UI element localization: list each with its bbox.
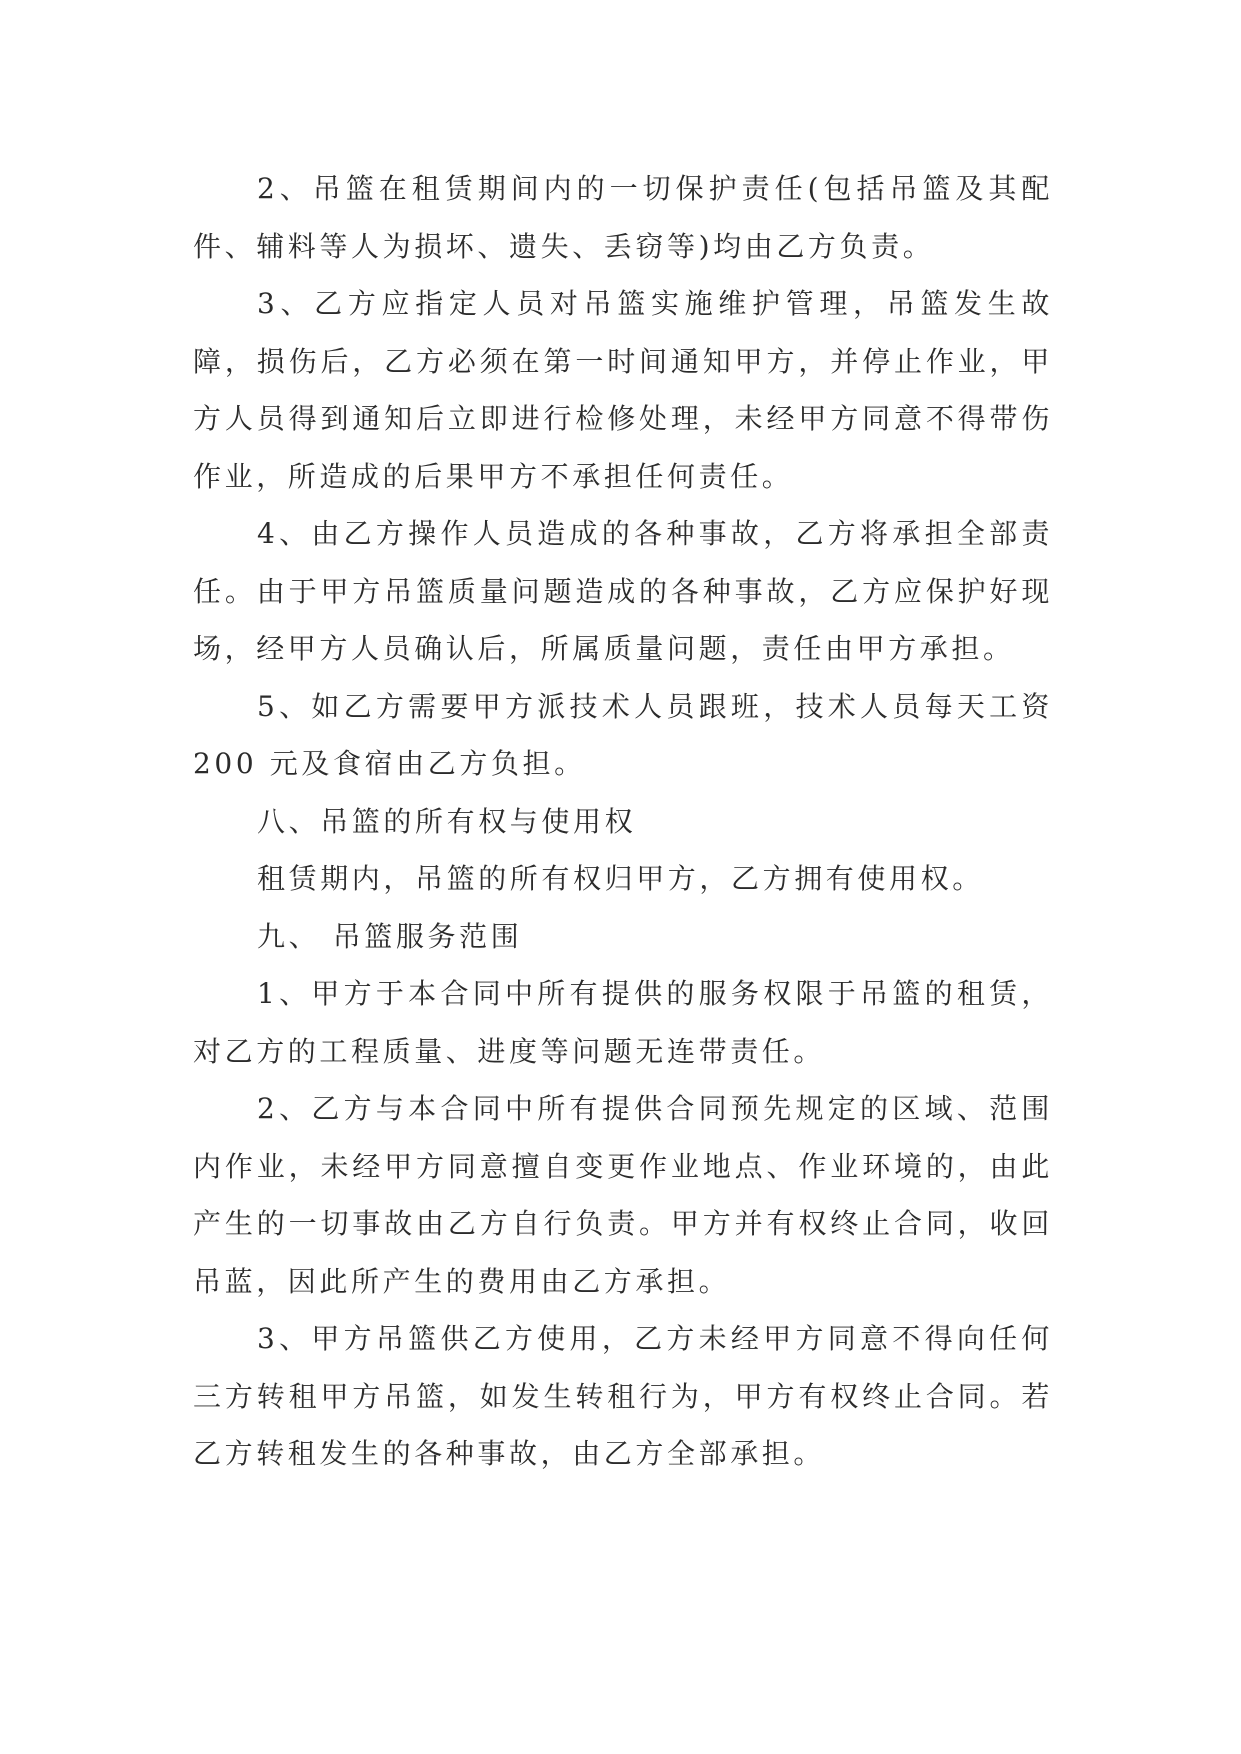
paragraph-clause-7-2: 2、吊篮在租赁期间内的一切保护责任(包括吊篮及其配件、辅料等人为损坏、遗失、丢窃等)均由乙方负责。 [193,172,1053,263]
paragraph-clause-9-2: 2、乙方与本合同中所有提供合同预先规定的区域、范围内作业，未经甲方同意擅自变更作业地点、作业环境的，由此产生的一切事故由乙方自行负责。甲方并有权终止合同，收回吊蓝，因此所产生的费用由乙方承担。 [193,1092,1053,1298]
paragraph-clause-7-5: 5、如乙方需要甲方派技术人员跟班，技术人员每天工资 200 元及食宿由乙方负担。 [193,689,1053,780]
paragraph-section-8: 租赁期内，吊篮的所有权归甲方，乙方拥有使用权。 [257,862,984,895]
paragraph-clause-9-3: 3、甲方吊篮供乙方使用，乙方未经甲方同意不得向任何三方转租甲方吊篮，如发生转租行为，甲方有权终止合同。若乙方转租发生的各种事故，由乙方全部承担。 [193,1322,1053,1470]
paragraph-clause-9-1: 1、甲方于本合同中所有提供的服务权限于吊篮的租赁，对乙方的工程质量、进度等问题无连带责任。 [193,977,1053,1068]
paragraph-clause-7-4: 4、由乙方操作人员造成的各种事故，乙方将承担全部责任。由于甲方吊篮质量问题造成的各种事故，乙方应保护好现场，经甲方人员确认后，所属质量问题，责任由甲方承担。 [193,517,1053,665]
section-heading-9: 九、 吊篮服务范围 [257,919,523,953]
section-heading-8: 八、吊篮的所有权与使用权 [257,804,637,838]
paragraph-clause-7-3: 3、乙方应指定人员对吊篮实施维护管理，吊篮发生故障，损伤后，乙方必须在第一时间通知甲方，并停止作业，甲方人员得到通知后立即进行检修处理，未经甲方同意不得带伤作业，所造成的后果甲方不承担任何责任。 [193,287,1053,493]
document-body [193,160,1053,1483]
